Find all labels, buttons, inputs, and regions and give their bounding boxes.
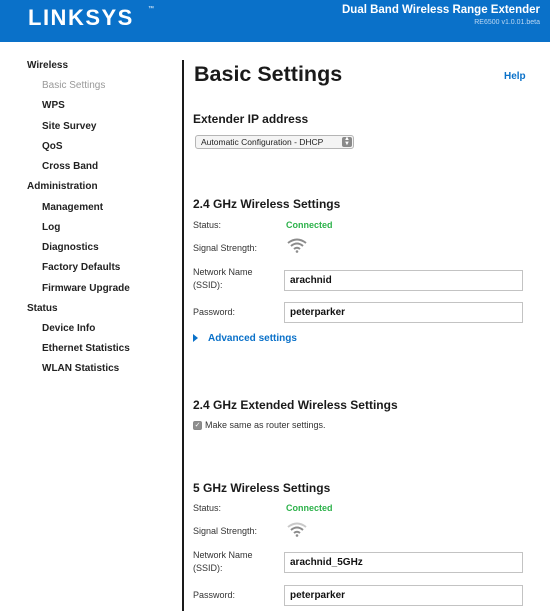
sidebar-item-ethernet-statistics[interactable]: Ethernet Statistics (42, 343, 130, 354)
checkmark-icon: ✓ (194, 422, 201, 429)
wireless-5-password-label: Password: (193, 590, 236, 600)
wifi-signal-icon (287, 521, 307, 537)
wireless-24-signal-label: Signal Strength: (193, 243, 258, 253)
ssid-label-line1: Network Name (193, 550, 253, 560)
same-as-router-checkbox[interactable] (193, 421, 202, 430)
wireless-5-status-value: Connected (286, 503, 333, 513)
sidebar-item-wps[interactable]: WPS (42, 100, 65, 111)
extender-ip-heading: Extender IP address (193, 112, 309, 126)
ssid-label-line2: (SSID): (193, 280, 223, 290)
sidebar-nav (0, 42, 182, 611)
sidebar-item-management[interactable]: Management (42, 202, 104, 213)
linksys-logo[interactable]: LINKSYS (28, 5, 134, 30)
same-as-router-label[interactable]: Make same as router settings. (205, 420, 326, 430)
sidebar-item-device-info[interactable]: Device Info (42, 323, 96, 334)
wireless-5-password-input[interactable]: peterparker (284, 585, 523, 606)
select-arrows-icon: ▲ ▼ (342, 137, 352, 147)
sidebar-item-factory-defaults[interactable]: Factory Defaults (42, 262, 121, 273)
sidebar-item-log[interactable]: Log (42, 222, 61, 233)
wireless-24-password-input[interactable]: peterparker (284, 302, 523, 323)
wireless-24-heading: 2.4 GHz Wireless Settings (193, 197, 341, 211)
sidebar-item-cross-band[interactable]: Cross Band (42, 161, 99, 172)
sidebar-item-wlan-statistics[interactable]: WLAN Statistics (42, 363, 120, 374)
wireless-5-heading: 5 GHz Wireless Settings (193, 481, 331, 495)
sidebar-item-diagnostics[interactable]: Diagnostics (42, 242, 99, 253)
wireless-24-status-label: Status: (193, 220, 222, 230)
wireless-5-ssid-label (193, 549, 253, 575)
product-name: Dual Band Wireless Range Extender (341, 4, 540, 16)
wifi-signal-icon (287, 237, 307, 253)
sidebar-item-qos[interactable]: QoS (42, 141, 63, 152)
sidebar-item-site-survey[interactable]: Site Survey (42, 121, 97, 132)
nav-group-administration[interactable]: Administration (27, 181, 98, 192)
wireless-5-signal-label: Signal Strength: (193, 526, 258, 536)
firmware-version: RE6500 v1.0.01.beta (474, 19, 540, 26)
help-link[interactable]: Help (504, 71, 526, 82)
ssid-label-line2: (SSID): (193, 563, 223, 573)
ip-config-selected-value: Automatic Configuration - DHCP (201, 137, 324, 147)
wireless-24-ssid-label (193, 266, 253, 292)
ip-config-select[interactable] (195, 135, 354, 149)
trademark-symbol: ™ (148, 6, 154, 12)
advanced-settings-label: Advanced settings (208, 333, 297, 344)
sidebar-item-basic-settings[interactable]: Basic Settings (42, 80, 106, 91)
wireless-24-ssid-input[interactable]: arachnid (284, 270, 523, 291)
wireless-5-status-label: Status: (193, 503, 222, 513)
main-content (184, 42, 550, 611)
wireless-24-password-label: Password: (193, 307, 236, 317)
wireless-24-status-value: Connected (286, 220, 333, 230)
sidebar-item-firmware-upgrade[interactable]: Firmware Upgrade (42, 283, 130, 294)
ssid-label-line1: Network Name (193, 267, 253, 277)
page-title: Basic Settings (194, 62, 343, 86)
wireless-5-ssid-input[interactable]: arachnid_5GHz (284, 552, 523, 573)
extended-24-heading: 2.4 GHz Extended Wireless Settings (193, 398, 398, 412)
header-bar (0, 0, 550, 42)
triangle-right-icon (193, 334, 198, 342)
nav-group-status[interactable]: Status (27, 303, 58, 314)
nav-group-wireless[interactable]: Wireless (27, 60, 69, 71)
